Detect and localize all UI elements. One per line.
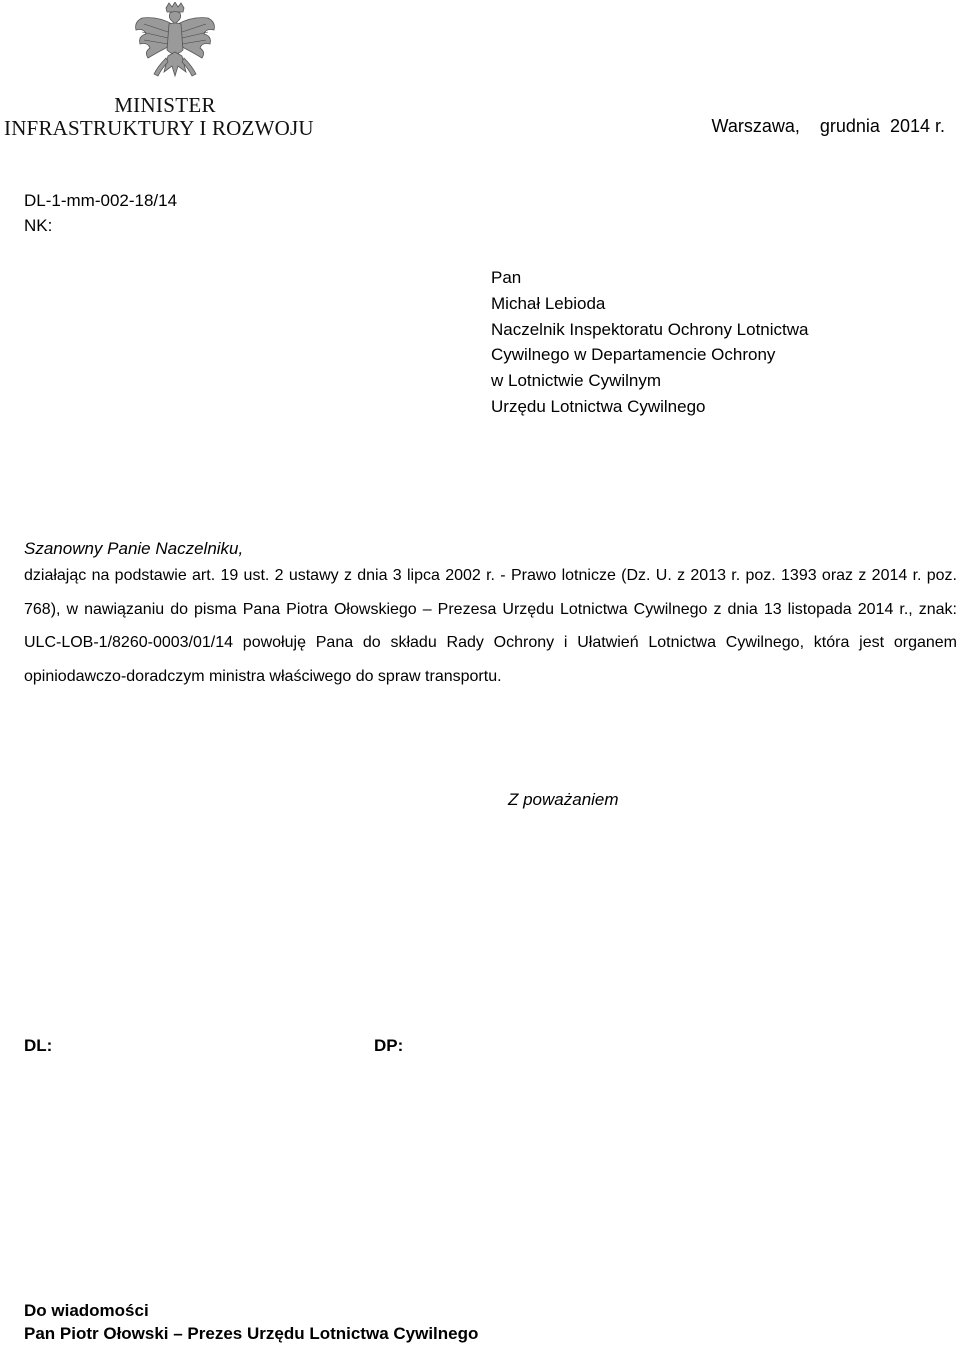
dp-signature-label: DP: — [374, 1036, 404, 1055]
ministry-name-line2: INFRASTRUKTURY I ROZWOJU — [4, 116, 314, 140]
recipient-line: Pan — [491, 268, 522, 287]
recipient-line: w Lotnictwie Cywilnym — [491, 371, 662, 391]
recipient-address — [491, 265, 809, 420]
letter-body: działając na podstawie art. 19 ust. 2 ustawy z dnia 3 lipca 2002 r. - Prawo lotnicze (Dz. U. z 2013 r. poz. 1393 oraz z 2014 r. poz. 768), w nawiązaniu do pisma Pana Piotra Ołowskiego – Prezesa Urzędu Lotnictwa Cywilnego z dnia 13 listopada 2014 r., znak: ULC-LOB-1/8260-0003/01/14 powołuję Pana do składu Rady Ochrony i Ułatwień Lotnictwa Cywilnego, która jest organem opiniodawczo-doradczym ministra właściwego do spraw transportu. — [24, 567, 957, 685]
dl-signature-label: DL: — [24, 1036, 53, 1055]
reference-number: DL-1-mm-002-18/14 — [24, 191, 178, 210]
closing-phrase: Z poważaniem — [508, 790, 619, 809]
recipient-line: Cywilnego w Departamencie Ochrony — [491, 345, 776, 365]
recipient-line: Michał Lebioda — [491, 293, 606, 313]
recipient-line: Naczelnik Inspektoratu Ochrony Lotnictwa — [491, 319, 809, 339]
cc-recipient: Pan Piotr Ołowski – Prezes Urzędu Lotnictwa Cywilnego — [24, 1324, 479, 1343]
ministry-name-line1: MINISTER — [114, 93, 216, 117]
eagle-emblem-icon — [128, 2, 222, 92]
nk-label: NK: — [24, 216, 53, 235]
place-and-date: Warszawa, grudnia 2014 r. — [711, 116, 945, 136]
salutation: Szanowny Panie Naczelniku, — [24, 539, 244, 558]
cc-heading: Do wiadomości — [24, 1301, 149, 1320]
recipient-line: Urzędu Lotnictwa Cywilnego — [491, 396, 706, 416]
